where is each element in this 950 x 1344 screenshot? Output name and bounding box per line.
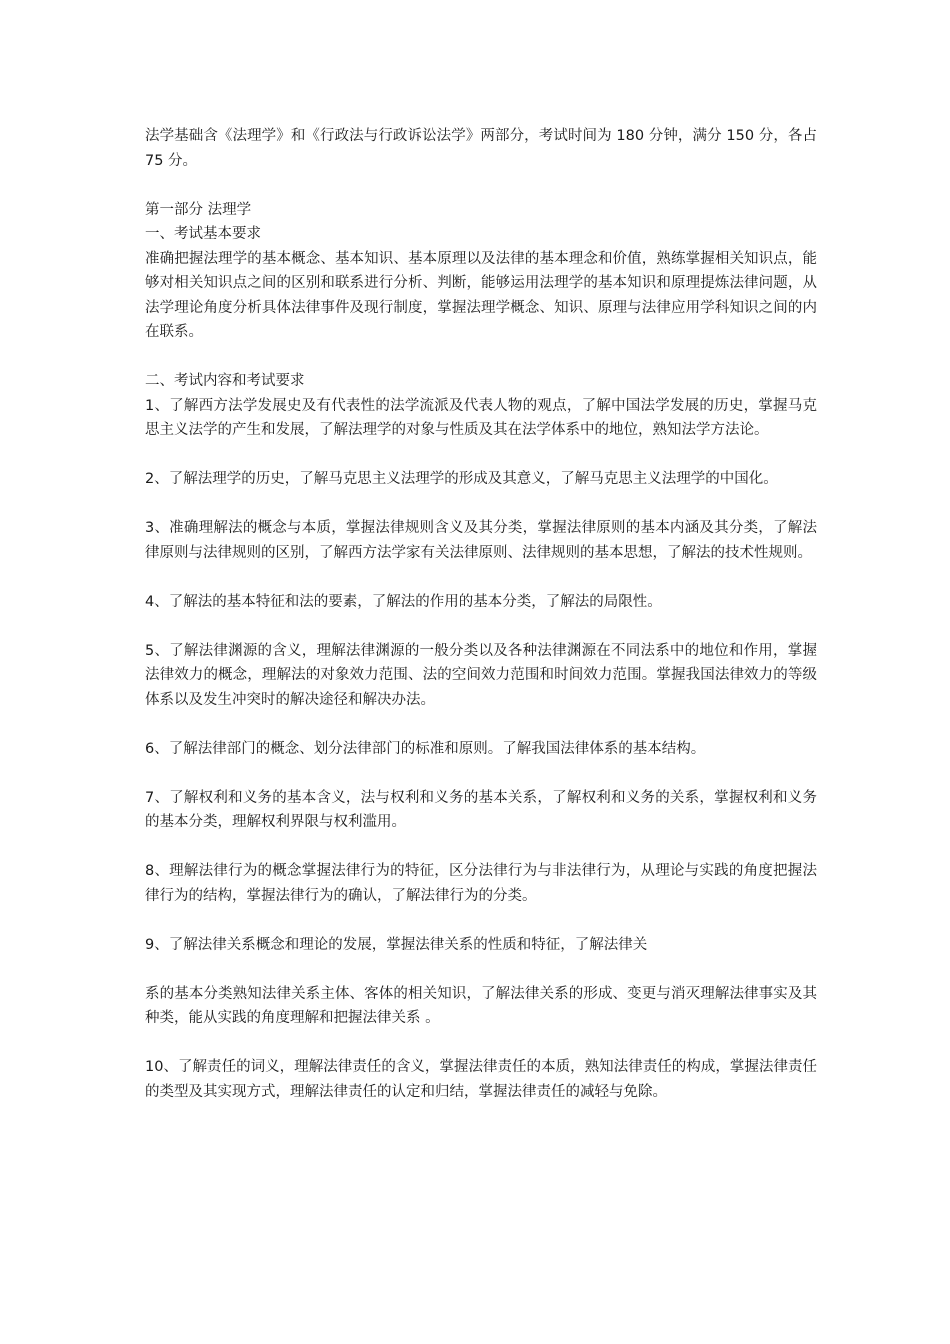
- part-title: 第一部分 法理学: [145, 201, 252, 218]
- spacer: [145, 761, 817, 786]
- list-item-10: 10、了解责任的词义，理解法律责任的含义，掌握法律责任的本质，熟知法律责任的构成，掌握法律责任的类型及其实现方式，理解法律责任的认定和归结，掌握法律责任的减轻与免除。: [145, 1059, 817, 1100]
- list-item-9: 9、了解法律关系概念和理论的发展，掌握法律关系的性质和特征，了解法律关: [145, 936, 648, 953]
- list-item-6: 6、了解法律部门的概念、划分法律部门的标准和原则。了解我国法律体系的基本结构。: [145, 740, 706, 757]
- spacer: [145, 565, 817, 590]
- section2-heading: 二、考试内容和考试要求: [145, 373, 305, 389]
- spacer: [145, 957, 817, 982]
- list-item-4: 4、了解法的基本特征和法的要素，了解法的作用的基本分类，了解法的局限性。: [145, 593, 662, 610]
- spacer: [145, 835, 817, 860]
- list-item-5: 5、了解法律渊源的含义，理解法律渊源的一般分类以及各种法律渊源在不同法系中的地位和作用，掌握法律效力的概念，理解法的对象效力范围、法的空间效力范围和时间效力范围。掌握我国法律效力的等级体系以及发生冲突时的解决途径和解决办法。: [145, 642, 817, 708]
- section1-heading: 一、考试基本要求: [145, 226, 261, 242]
- spacer: [145, 492, 817, 517]
- list-item-1: 1、了解西方法学发展史及有代表性的法学流派及代表人物的观点，了解中国法学发展的历史，掌握马克思主义法学的产生和发展，了解法理学的对象与性质及其在法学体系中的地位，熟知法学方法论。: [145, 397, 817, 438]
- list-item-8: 8、理解法律行为的概念掌握法律行为的特征，区分法律行为与非法律行为，从理论与实践的角度把握法律行为的结构，掌握法律行为的确认，了解法律行为的分类。: [145, 863, 817, 904]
- spacer: [145, 173, 817, 198]
- list-item-2: 2、了解法理学的历史，了解马克思主义法理学的形成及其意义，了解马克思主义法理学的中国化。: [145, 471, 778, 487]
- section1-body: 准确把握法理学的基本概念、基本知识、基本原理以及法律的基本理念和价值，熟练掌握相关知识点，能够对相关知识点之间的区别和联系进行分析、判断，能够运用法理学的基本知识和原理提炼法律问题，从法学理论角度分析具体法律事件及现行制度，掌握法理学概念、知识、原理与法律应用学科知识之间的内在联系。: [145, 250, 817, 340]
- spacer: [145, 614, 817, 639]
- list-item-7: 7、了解权利和义务的基本含义，法与权利和义务的基本关系，了解权利和义务的关系，掌握权利和义务的基本分类，理解权利界限与权利滥用。: [145, 789, 817, 830]
- document-body: [145, 124, 817, 1104]
- spacer: [145, 908, 817, 933]
- spacer: [145, 712, 817, 737]
- list-item-9-continued: 系的基本分类熟知法律关系主体、客体的相关知识，了解法律关系的形成、变更与消灭理解法律事实及其种类，能从实践的角度理解和把握法律关系 。: [145, 985, 817, 1026]
- intro-paragraph: 法学基础含《法理学》和《行政法与行政诉讼法学》两部分，考试时间为 180 分钟，满分 150 分，各占 75 分。: [145, 128, 817, 169]
- spacer: [145, 345, 817, 370]
- spacer: [145, 443, 817, 468]
- list-item-3: 3、准确理解法的概念与本质，掌握法律规则含义及其分类，掌握法律原则的基本内涵及其分类，了解法律原则与法律规则的区别，了解西方法学家有关法律原则、法律规则的基本思想，了解法的技术性规则。: [145, 520, 817, 561]
- spacer: [145, 1031, 817, 1056]
